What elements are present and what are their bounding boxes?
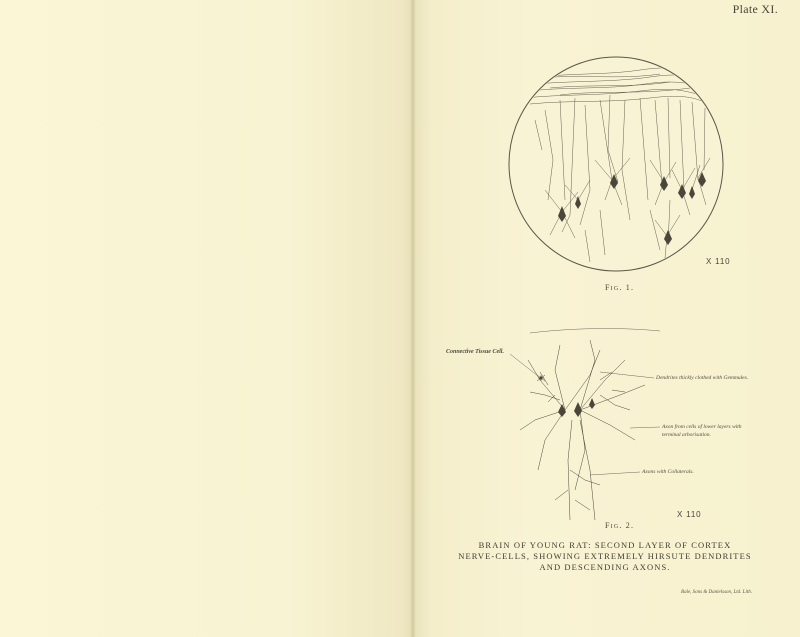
plate-title-line-1: BRAIN OF YOUNG RAT: SECOND LAYER OF CORTEX xyxy=(478,540,732,550)
plate-number: Plate XI. xyxy=(732,2,778,16)
figure-2-illustration xyxy=(510,329,660,520)
plate-title-line-2: NERVE-CELLS, SHOWING EXTREMELY HIRSUTE DENDRITES xyxy=(458,551,752,561)
plate-title-line-3: AND DESCENDING AXONS. xyxy=(539,562,671,572)
figure-2-cell-bodies xyxy=(539,376,595,417)
figure-2-caption: Fig. 2. xyxy=(605,521,635,530)
figure-1-magnification: X 110 xyxy=(706,257,731,266)
label-axons-with-collaterals: Axons with Collaterals. xyxy=(642,469,694,475)
figure-1-illustration xyxy=(509,57,723,271)
printer-credit: Bale, Sons & Danielsson, Ltd. Lith. xyxy=(681,590,752,595)
label-connective-tissue-cell: Connective Tissue Cell. xyxy=(446,349,504,355)
label-axon-line-2: terminal arborisation. xyxy=(662,432,711,438)
label-axon-line-1: Axon from cells of lower layers with xyxy=(662,424,742,430)
label-dendrites: Dendrites thickly clothed with Gemmules. xyxy=(656,375,749,381)
figure-1-caption: Fig. 1. xyxy=(605,283,635,292)
figure-2-magnification: X 110 xyxy=(677,510,702,519)
